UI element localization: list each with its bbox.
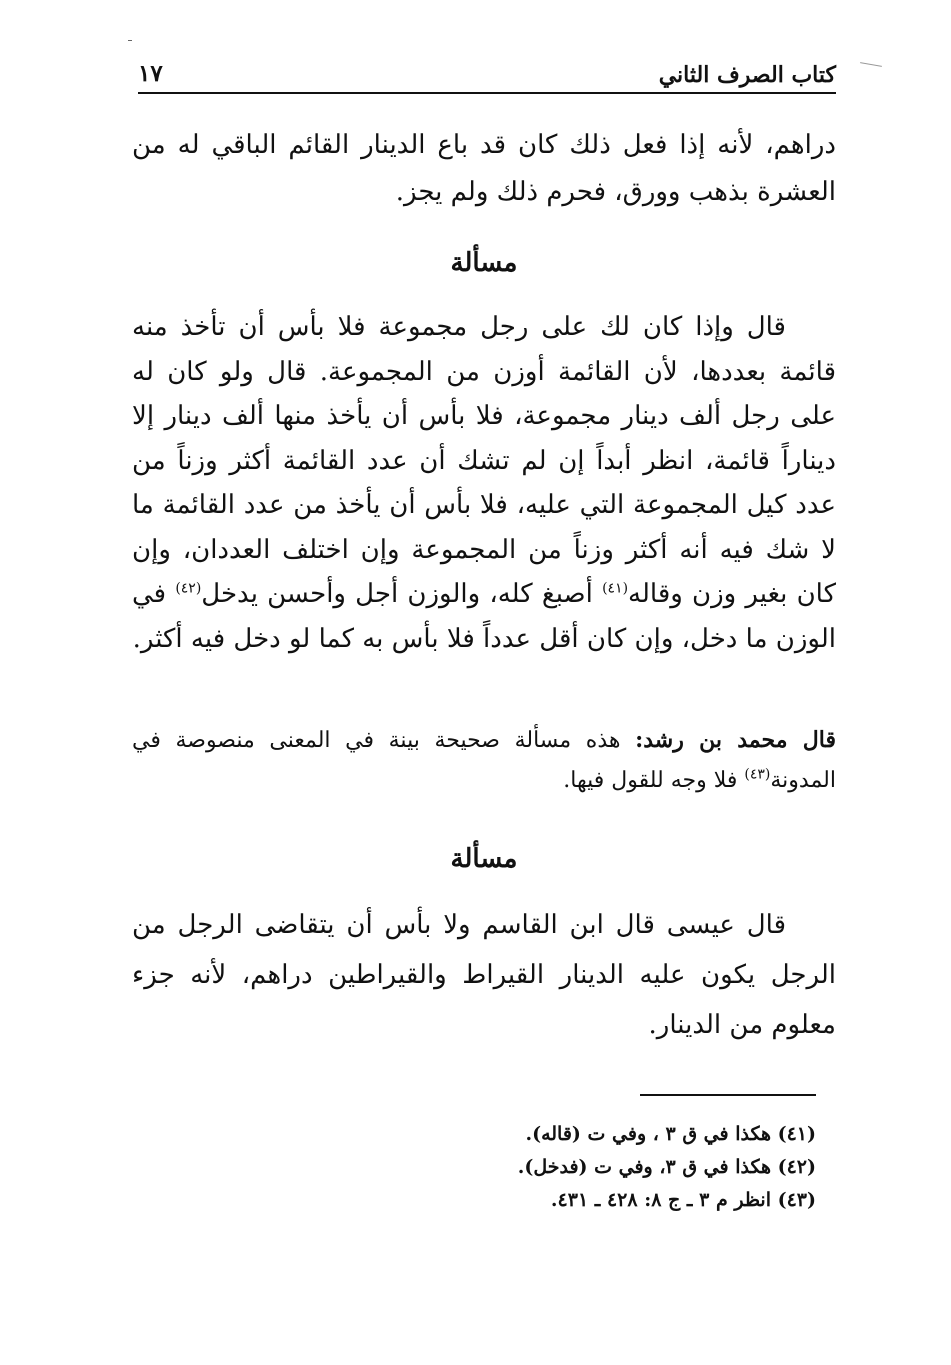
paragraph-text: هذه مسألة صحيحة بينة في المعنى منصوصة في المدونة — [132, 728, 836, 793]
footnote-rule — [640, 1094, 816, 1096]
section-heading: مسألة — [450, 248, 518, 278]
paragraph-text: فلا وجه للقول فيها. — [563, 768, 745, 793]
footnote-ref: (٤١) — [602, 580, 629, 597]
scan-mark — [128, 40, 132, 41]
header-rule — [138, 92, 836, 94]
commentary-paragraph — [132, 720, 836, 801]
footnote-item: (٤٢) هكذا في ق ٣، وفي ت (فدخل). — [517, 1156, 816, 1178]
paragraph-text: قال وإذا كان لك على رجل مجموعة فلا بأس أن تأخذ منه قائمة بعددها، لأن القائمة أوزن من المجموعة. قال ولو كان له على رجل ألف دينار مجموعة، فلا بأس أن يأخذ منها ألف دينار إلا ديناراً قائمة، انظر أبداً إن لم تشك أن عدد القائمة أكثر وزناً من عدد كيل المجموعة التي عليه، فلا بأس أن يأخذ من عدد القائمة ما لا شك فيه أنه أكثر وزناً من المجموعة وإن اختلف العددان، وإن كان بغير وزن وقاله — [132, 312, 836, 609]
footnotes — [300, 1118, 816, 1217]
book-title: كتاب الصرف الثاني — [658, 62, 836, 88]
section-heading: مسألة — [450, 844, 518, 874]
footnote-ref: (٤٣) — [744, 766, 771, 783]
page-number: ١٧ — [138, 60, 163, 87]
scan-mark — [860, 62, 882, 67]
paragraph-issue-1 — [132, 305, 836, 661]
footnote-ref: (٤٢) — [175, 580, 202, 597]
paragraph-text: في الوزن ما دخل، وإن كان أقل عدداً فلا بأس به كما لو دخل فيه أكثر. — [132, 579, 836, 654]
footnote-item: (٤١) هكذا في ق ٣ ، وفي ت (قاله). — [525, 1123, 816, 1145]
paragraph-text: أصبغ كله، والوزن أجل وأحسن يدخل — [201, 579, 603, 609]
commentary-lead: قال محمد بن رشد: — [635, 727, 836, 753]
paragraph-continuation: دراهم، لأنه إذا فعل ذلك كان قد باع الدينار القائم الباقي له من العشرة بذهب وورق، فحرم ذلك ولم يجز. — [132, 130, 836, 207]
running-header — [138, 58, 836, 94]
footnote-item: (٤٣) انظر م ٣ ـ ج ٨: ٤٢٨ ـ ٤٣١. — [550, 1189, 816, 1211]
paragraph-issue-2: قال عيسى قال ابن القاسم ولا بأس أن يتقاضى الرجل من الرجل يكون عليه الدينار القيراط والقيراطين دراهم، لأنه جزء معلوم من الدينار. — [132, 910, 836, 1040]
